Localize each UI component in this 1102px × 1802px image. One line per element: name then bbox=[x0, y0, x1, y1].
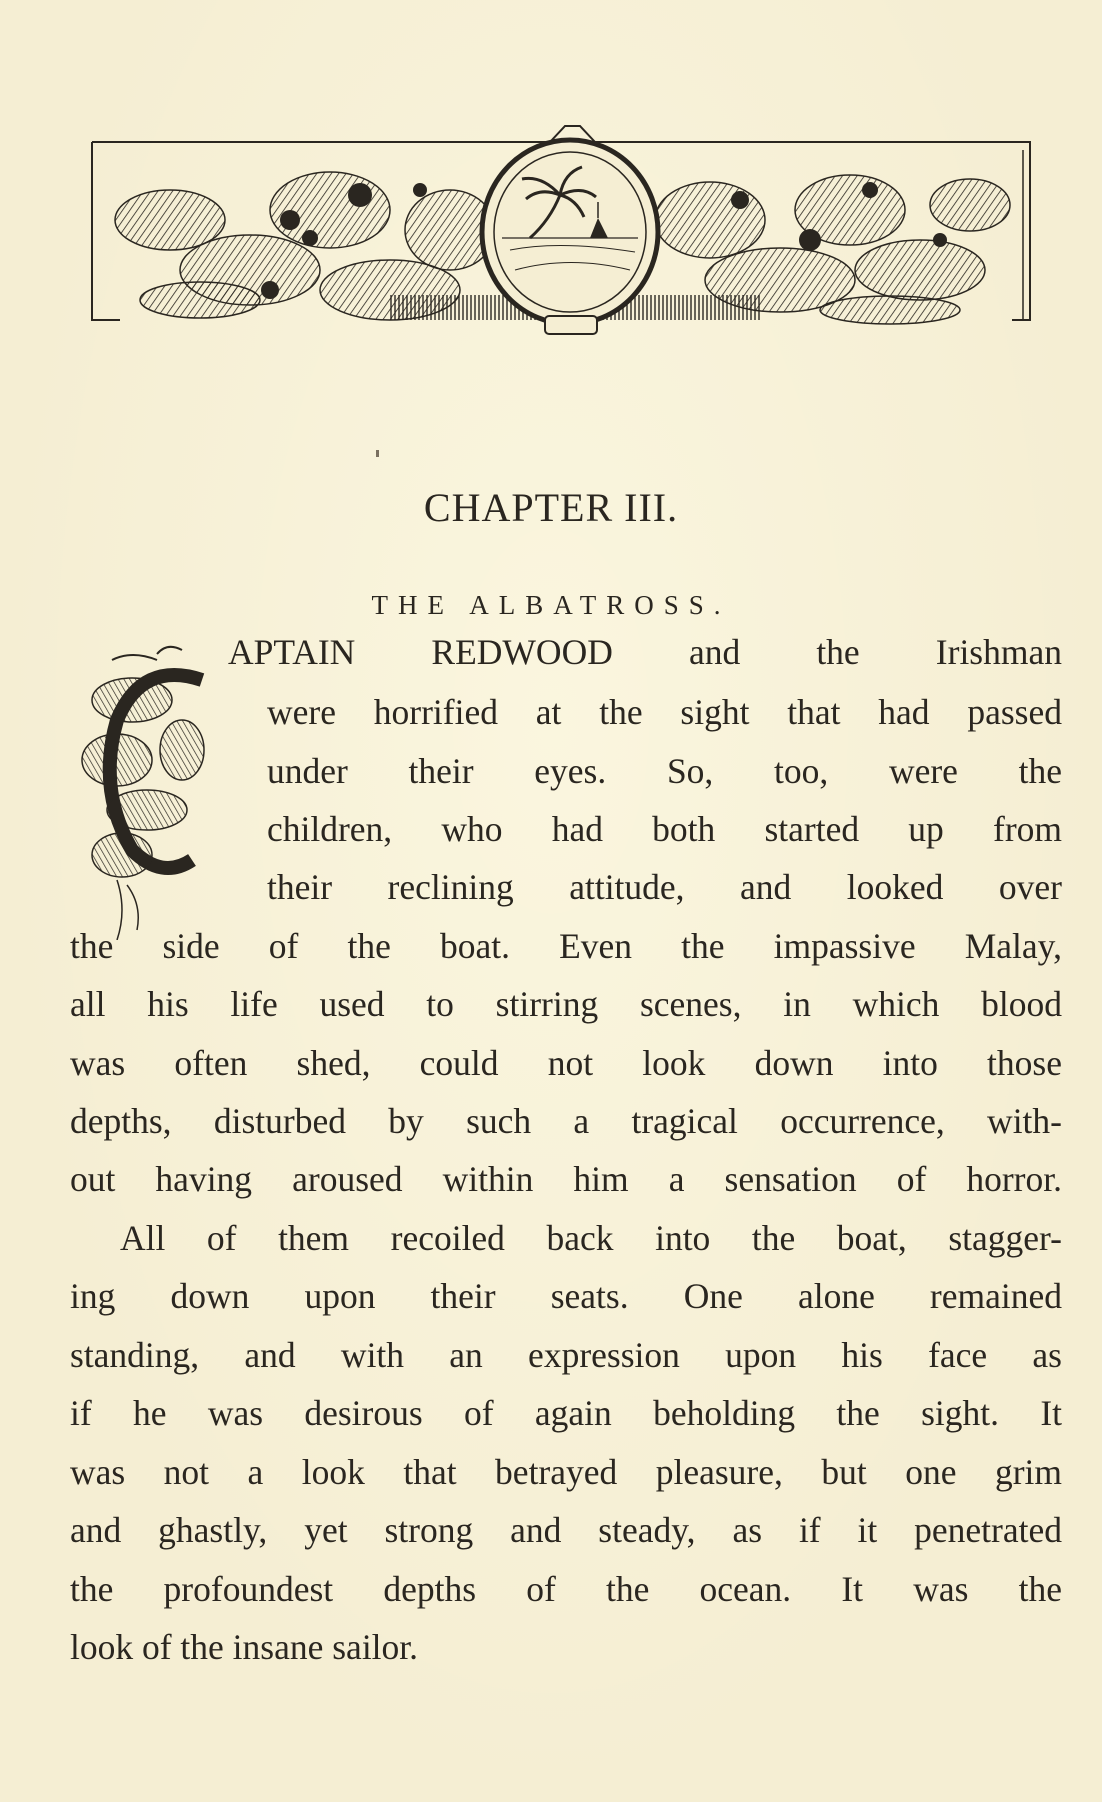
chapter-title: THE ALBATROSS. bbox=[371, 590, 731, 620]
text-line: look of the insane sailor. bbox=[70, 1627, 419, 1667]
text-line: All of them recoiled back into the boat, stagger- bbox=[120, 1218, 1062, 1258]
text-line: the profoundest depths of the ocean. It was the bbox=[70, 1569, 1062, 1609]
text-line: was not a look that betrayed pleasure, but one grim bbox=[70, 1452, 1062, 1492]
text-line: under their eyes. So, too, were the bbox=[267, 751, 1062, 791]
text-line: all his life used to stirring scenes, in which blood bbox=[70, 984, 1062, 1024]
text-line: standing, and with an expression upon his face as bbox=[70, 1335, 1062, 1375]
text-line: if he was desirous of again beholding the sight. It bbox=[70, 1393, 1062, 1433]
text-line: their reclining attitude, and looked over bbox=[267, 867, 1062, 907]
text-line: ing down upon their seats. One alone remained bbox=[70, 1276, 1062, 1316]
stray-mark bbox=[376, 450, 379, 457]
text-line: children, who had both started up from bbox=[267, 809, 1062, 849]
text-line: was often shed, could not look down into those bbox=[70, 1043, 1062, 1083]
text-line: the side of the boat. Even the impassive Malay, bbox=[70, 926, 1062, 966]
text-line: were horrified at the sight that had passed bbox=[267, 692, 1062, 732]
text-line: out having aroused within him a sensation of horror. bbox=[70, 1159, 1062, 1199]
text-line: depths, disturbed by such a tragical occurrence, with- bbox=[70, 1101, 1062, 1141]
text-line: APTAIN REDWOOD and the Irishman bbox=[228, 632, 1062, 672]
chapter-heading: CHAPTER III. bbox=[423, 485, 679, 530]
headpiece-illustration bbox=[90, 120, 1035, 348]
text-line: and ghastly, yet strong and steady, as if it penetrated bbox=[70, 1510, 1062, 1550]
drop-cap-ornament bbox=[72, 640, 232, 940]
